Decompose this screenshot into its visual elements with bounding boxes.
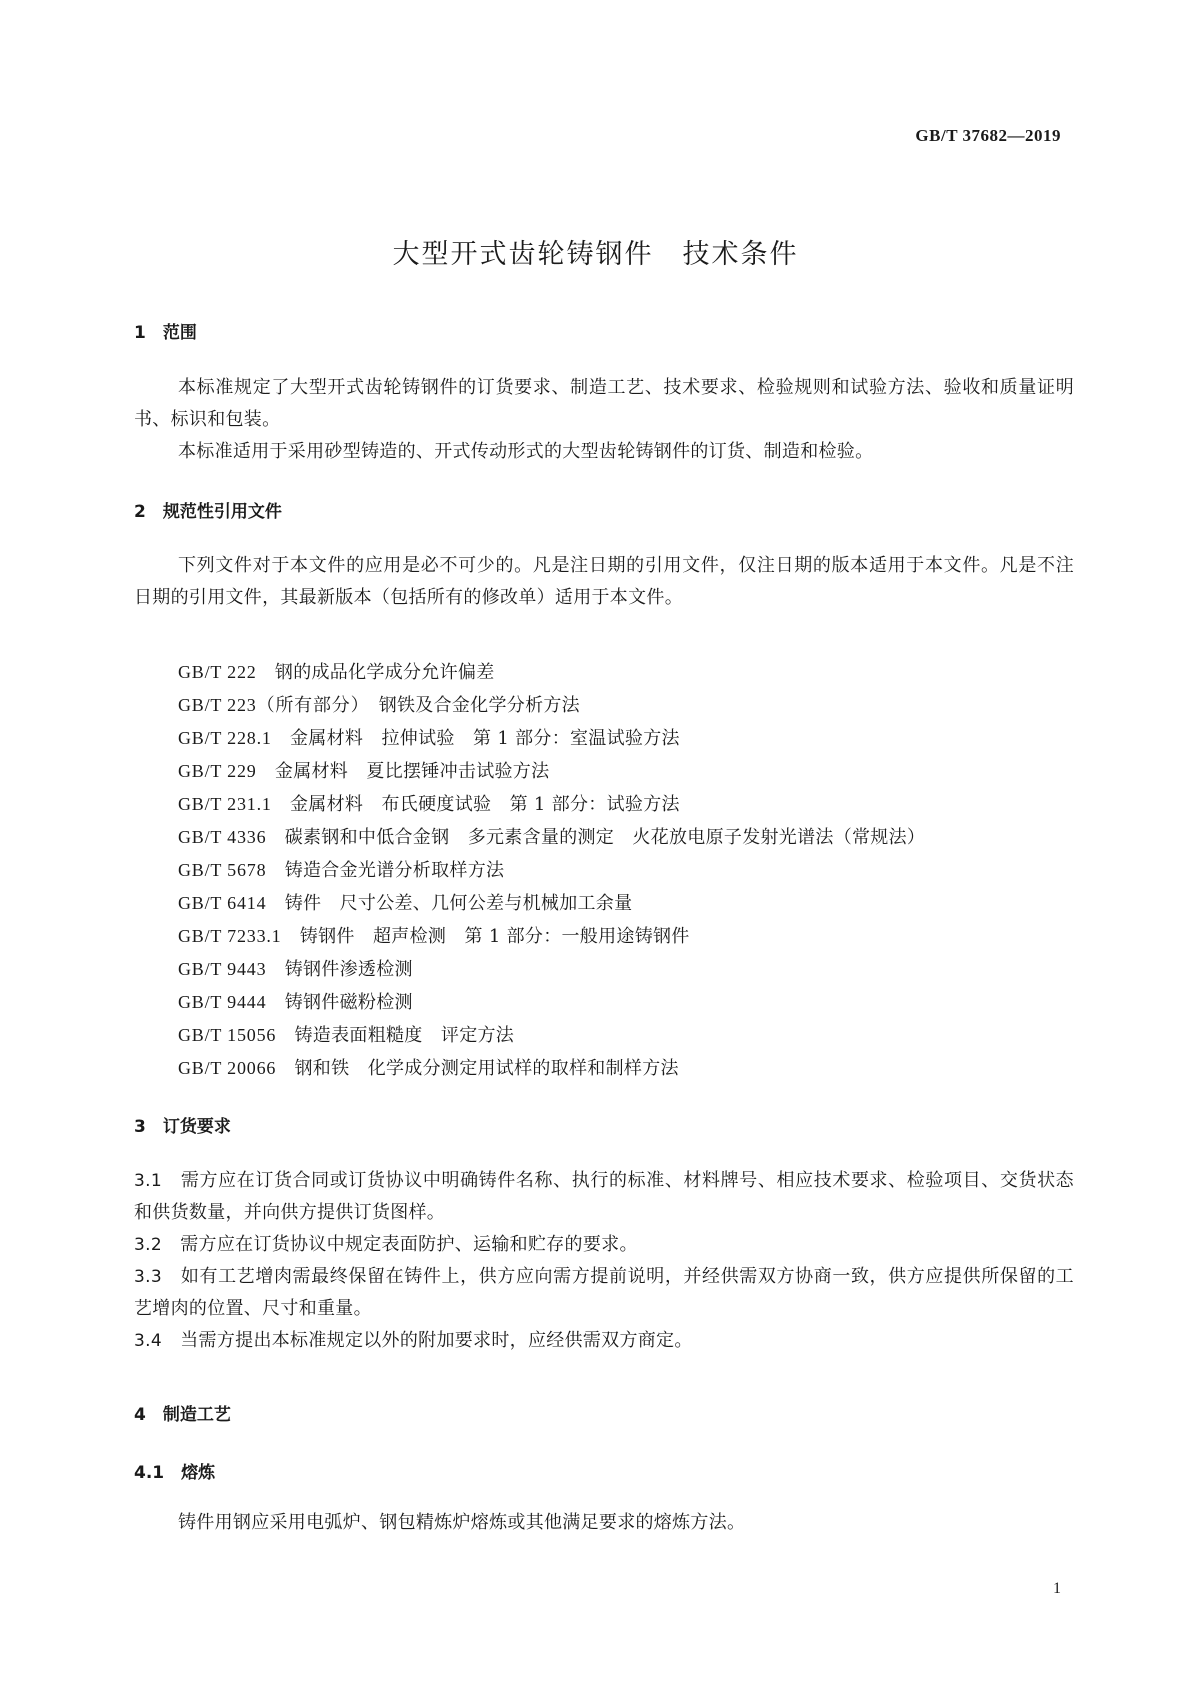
reference-code: GB/T 15056 — [178, 1025, 277, 1045]
reference-code: GB/T 222 — [178, 662, 257, 682]
clause-number: 3.3 — [134, 1267, 162, 1287]
reference-title: 铸件 尺寸公差、几何公差与机械加工余量 — [284, 893, 633, 914]
clause-text: 当需方提出本标准规定以外的附加要求时，应经供需双方商定。 — [180, 1330, 693, 1351]
clause-3-2 — [134, 1229, 1074, 1261]
clause-number: 3.2 — [134, 1235, 162, 1255]
standard-code: GB/T 37682—2019 — [915, 126, 1061, 145]
section-1-paragraph-1: 本标准规定了大型开式齿轮铸钢件的订货要求、制造工艺、技术要求、检验规则和试验方法、验收和质量证明书、标识和包装。 — [134, 377, 1074, 430]
reference-title: 金属材料 拉伸试验 第 1 部分：室温试验方法 — [290, 728, 680, 749]
reference-code: GB/T 229 — [178, 761, 257, 781]
clause-3-1 — [134, 1165, 1074, 1229]
reference-title: 铸造合金光谱分析取样方法 — [284, 860, 505, 881]
subsection-4-1-text: 铸件用钢应采用电弧炉、钢包精炼炉熔炼或其他满足要求的熔炼方法。 — [178, 1512, 746, 1533]
clause-text: 需方应在订货合同或订货协议中明确铸件名称、执行的标准、材料牌号、相应技术要求、检验项目、交货状态和供货数量，并向供方提供订货图样。 — [134, 1170, 1074, 1223]
reference-title: 铸钢件渗透检测 — [284, 959, 413, 980]
reference-title: 钢和铁 化学成分测定用试样的取样和制样方法 — [294, 1058, 679, 1079]
reference-item — [178, 755, 925, 788]
reference-code: GB/T 4336 — [178, 827, 267, 847]
reference-code: GB/T 6414 — [178, 893, 267, 913]
page-number: 1 — [1053, 1580, 1061, 1597]
reference-title: 钢铁及合金化学分析方法 — [378, 695, 580, 716]
reference-code: GB/T 9443 — [178, 959, 267, 979]
section-4-heading: 4 制造工艺 — [134, 1405, 231, 1425]
reference-code: GB/T 20066 — [178, 1058, 277, 1078]
clause-number: 3.1 — [134, 1171, 162, 1191]
section-3-heading: 3 订货要求 — [134, 1117, 231, 1137]
reference-title: 铸造表面粗糙度 评定方法 — [294, 1025, 515, 1046]
normative-reference-list — [178, 656, 925, 1085]
reference-title: 金属材料 夏比摆锤冲击试验方法 — [274, 761, 550, 782]
reference-item — [178, 689, 925, 722]
clause-3-3 — [134, 1261, 1074, 1325]
reference-item — [178, 1019, 925, 1052]
subsection-4-1-heading: 4.1 熔炼 — [134, 1463, 216, 1483]
reference-item — [178, 821, 925, 854]
reference-title: 铸钢件磁粉检测 — [284, 992, 413, 1013]
section-1-paragraph-2: 本标准适用于采用砂型铸造的、开式传动形式的大型齿轮铸钢件的订货、制造和检验。 — [178, 441, 874, 462]
reference-code: GB/T 7233.1 — [178, 926, 282, 946]
reference-item — [178, 953, 925, 986]
reference-code: GB/T 223（所有部分） — [178, 695, 361, 715]
section-2-intro: 下列文件对于本文件的应用是必不可少的。凡是注日期的引用文件，仅注日期的版本适用于本文件。凡是不注日期的引用文件，其最新版本（包括所有的修改单）适用于本文件。 — [134, 555, 1074, 608]
reference-title: 铸钢件 超声检测 第 1 部分：一般用途铸钢件 — [299, 926, 690, 947]
reference-item — [178, 920, 925, 953]
reference-code: GB/T 228.1 — [178, 728, 272, 748]
reference-item — [178, 854, 925, 887]
reference-title: 钢的成品化学成分允许偏差 — [274, 662, 495, 683]
reference-item — [178, 788, 925, 821]
clause-3-4 — [134, 1325, 1074, 1357]
reference-code: GB/T 9444 — [178, 992, 267, 1012]
clause-number: 3.4 — [134, 1331, 162, 1351]
reference-item — [178, 722, 925, 755]
reference-item — [178, 656, 925, 689]
reference-code: GB/T 231.1 — [178, 794, 272, 814]
clause-text: 需方应在订货协议中规定表面防护、运输和贮存的要求。 — [180, 1234, 638, 1255]
clause-text: 如有工艺增肉需最终保留在铸件上，供方应向需方提前说明，并经供需双方协商一致，供方应提供所保留的工艺增肉的位置、尺寸和重量。 — [134, 1266, 1074, 1319]
reference-item — [178, 986, 925, 1019]
section-2-heading: 2 规范性引用文件 — [134, 502, 282, 522]
document-title: 大型开式齿轮铸钢件 技术条件 — [392, 239, 799, 270]
reference-title: 碳素钢和中低合金钢 多元素含量的测定 火花放电原子发射光谱法（常规法） — [284, 827, 926, 848]
reference-title: 金属材料 布氏硬度试验 第 1 部分：试验方法 — [290, 794, 680, 815]
reference-item — [178, 887, 925, 920]
reference-code: GB/T 5678 — [178, 860, 267, 880]
section-1-heading: 1 范围 — [134, 323, 197, 343]
reference-item — [178, 1052, 925, 1085]
